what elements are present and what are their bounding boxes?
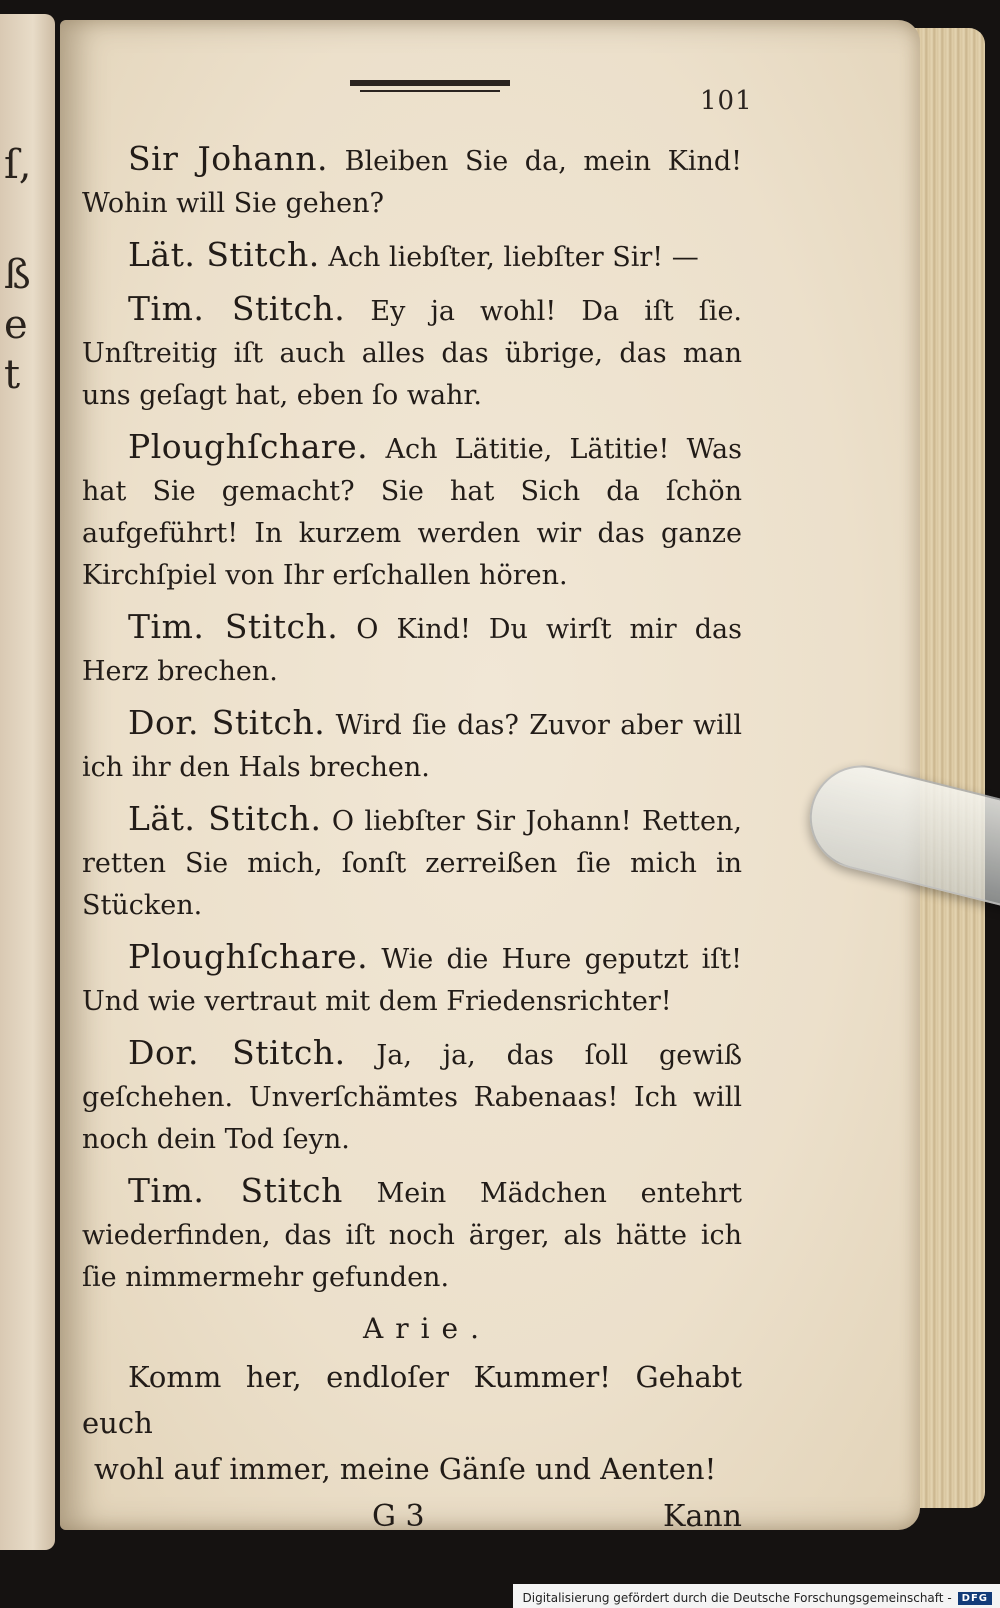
dialogue-paragraph <box>82 138 742 225</box>
dialogue-text: Ey ja wohl! Da iſt ſie. Unſtreitig iſt auch alles das übrige, das man uns geſagt hat, eben ſo wahr. <box>82 296 742 411</box>
left-page-margin <box>0 14 55 1550</box>
speaker-name: Dor. Stitch. <box>128 703 326 742</box>
verse-line: Komm her, endloſer Kummer! Gehabt euch <box>82 1360 742 1440</box>
dialogue-paragraph <box>82 702 742 789</box>
speaker-name: Tim. Stitch. <box>128 607 339 646</box>
speaker-name: Sir Johann. <box>128 139 329 178</box>
signature-mark: G 3 <box>372 1499 425 1534</box>
dialogue-paragraph <box>82 288 742 417</box>
dialogue-text: Wie die Hure geputzt iſt! Und wie vertraut mit dem Friedensrichter! <box>82 944 742 1017</box>
dialogue-text: Ja, ja, das ſoll gewiß geſchehen. Unverſchämtes Rabenaas! Ich will noch dein Tod ſeyn. <box>82 1040 742 1155</box>
left-page-fragment: t <box>4 352 21 398</box>
left-page-fragment: ß <box>4 252 31 298</box>
dialogue-paragraph <box>82 936 742 1023</box>
dialogue-text: Mein Mädchen entehrt wiederfinden, das iſt noch ärger, als hätte ich ſie nimmermehr gefunden. <box>82 1178 742 1293</box>
aria-heading: Arie. <box>362 1312 492 1345</box>
dfg-logo-icon: DFG <box>958 1592 992 1605</box>
dialogue-paragraph <box>82 1032 742 1161</box>
speaker-name: Dor. Stitch. <box>128 1033 346 1072</box>
left-page-fragment: e <box>4 302 28 348</box>
speaker-name: Lät. Stitch. <box>128 799 322 838</box>
dialogue-text: O liebſter Sir Johann! Retten, retten Sie mich, ſonſt zerreißen ſie mich in Stücken. <box>82 806 742 921</box>
digitization-footer <box>513 1584 1000 1608</box>
dialogue-paragraph <box>82 234 742 279</box>
dialogue-paragraph <box>82 1170 742 1299</box>
dialogue-paragraph <box>82 606 742 693</box>
book-page <box>60 20 920 1534</box>
dialogue-text: Ach Lätitie, Lätitie! Was hat Sie gemacht? Sie hat Sich da ſchön aufgeführt! In kurzem werden wir das ganze Kirchſpiel von Ihr erſchallen hören. <box>82 434 742 591</box>
speaker-name: Ploughſchare. <box>128 427 369 466</box>
footer-credit: Digitalisierung gefördert durch die Deutsche Forschungsgemeinschaft - <box>522 1591 952 1605</box>
header-rule <box>350 78 510 94</box>
page-footer-line <box>82 1496 742 1538</box>
dialogue-text: O Kind! Du wirſt mir das Herz brechen. <box>82 614 742 687</box>
left-page-fragment: ſ, <box>4 142 32 188</box>
page-body <box>82 138 742 1538</box>
dialogue-text: Wird ſie das? Zuvor aber will ich ihr den Hals brechen. <box>82 710 742 783</box>
speaker-name: Ploughſchare. <box>128 937 369 976</box>
dialogue-text: Bleiben Sie da, mein Kind! Wohin will Sie gehen? <box>82 146 742 219</box>
dialogue-paragraph <box>82 426 742 597</box>
dialogue-paragraph <box>82 798 742 927</box>
speaker-name: Tim. Stitch <box>128 1171 343 1210</box>
page-number: 101 <box>700 86 753 116</box>
catchword: Kann <box>663 1499 742 1534</box>
dialogue-text: Ach liebſter, liebſter Sir! — <box>328 242 699 273</box>
speaker-name: Tim. Stitch. <box>128 289 346 328</box>
speaker-name: Lät. Stitch. <box>128 235 320 274</box>
verse-line: wohl auf immer, meine Gänſe und Aenten! <box>94 1452 717 1486</box>
